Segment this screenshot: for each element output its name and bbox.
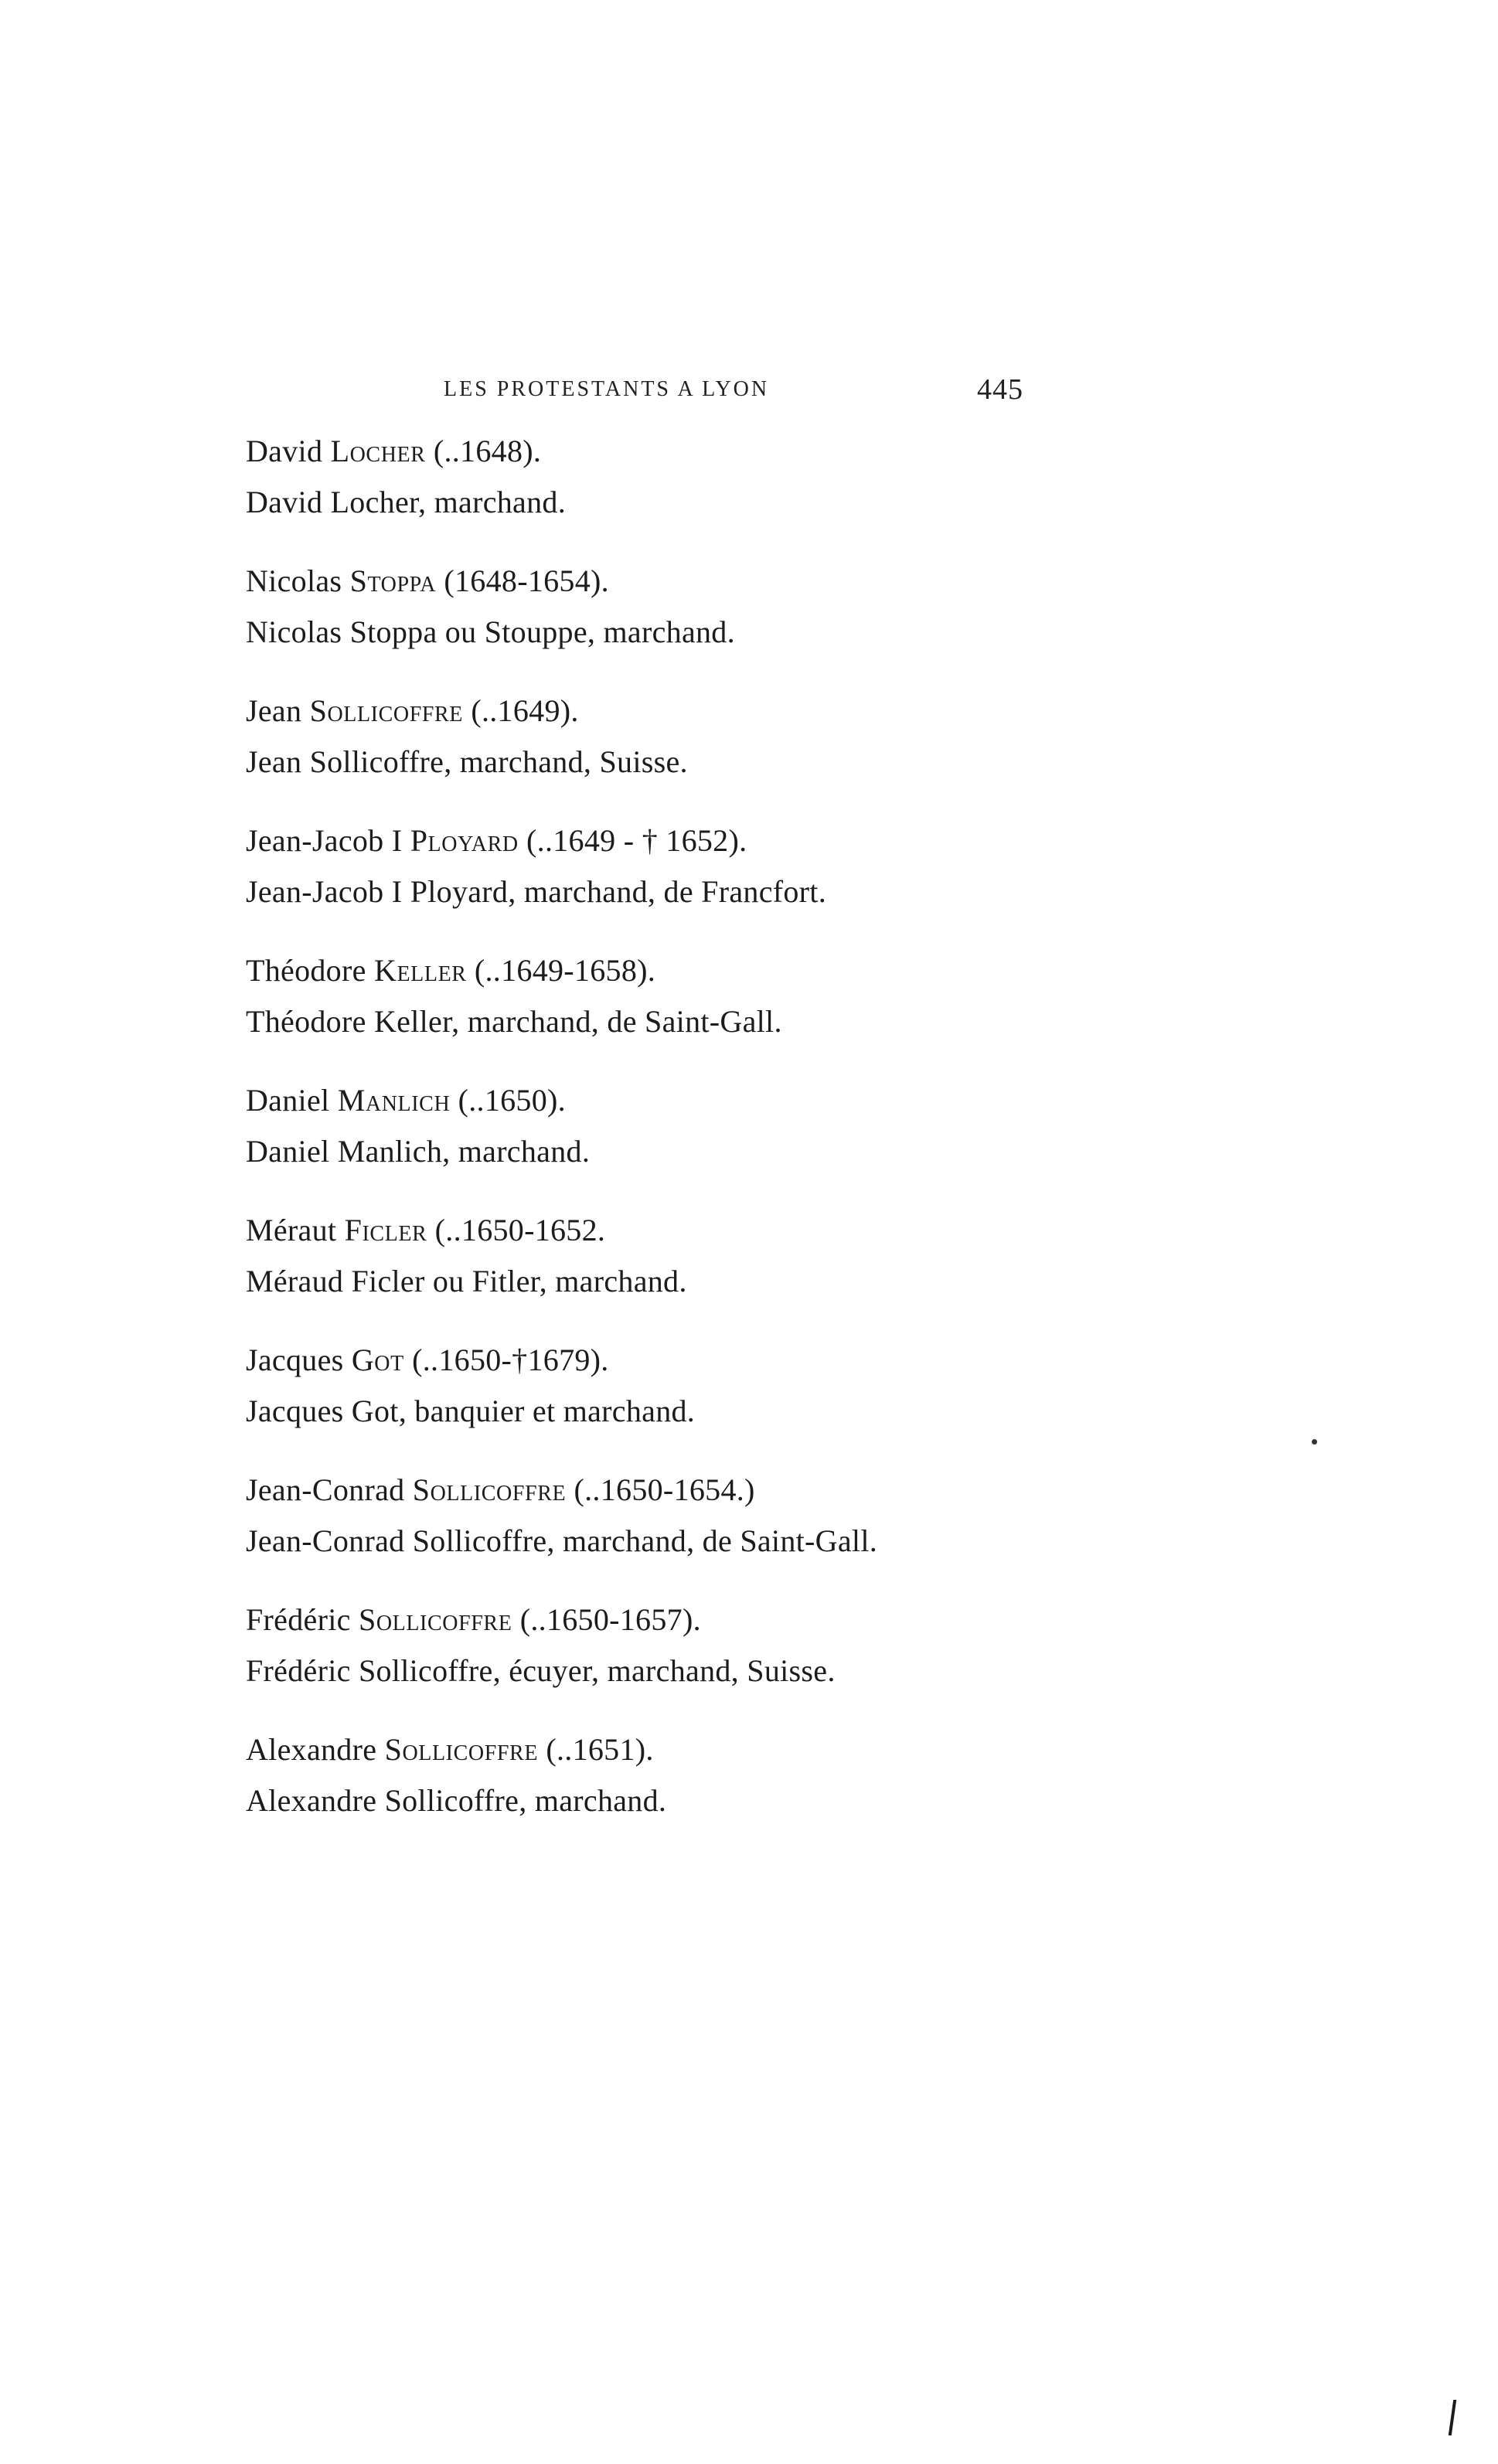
entry-heading [246,948,1328,994]
entry-description: Daniel Manlich, marchand. [246,1134,591,1169]
given-name: Théodore [246,953,366,988]
given-name: Jean-Jacob I [246,823,403,858]
entry-locher [246,428,1328,526]
entry-sollicoffre-frederic [246,1597,1328,1694]
page-number: 445 [977,373,1023,406]
running-head [0,373,1498,408]
dates: (..1649 - † 1652). [526,823,747,858]
entry-sollicoffre-jean-conrad [246,1467,1328,1564]
given-name: Frédéric [246,1602,351,1637]
surname: Ployard [410,823,519,858]
entry-heading [246,1077,1328,1124]
surname: Stoppa [349,563,437,598]
surname: Keller [373,953,467,988]
entry-description: Jacques Got, banquier et marchand. [246,1394,696,1428]
given-name: Méraut [246,1213,337,1247]
surname: Sollicoffre [412,1472,567,1507]
entry-description: Méraud Ficler ou Fitler, marchand. [246,1264,687,1298]
given-name: Alexandre [246,1732,377,1767]
dates: (..1650-1652. [434,1213,606,1247]
entry-heading [246,688,1328,734]
margin-mark [1449,2400,1456,2435]
given-name: Daniel [246,1083,330,1118]
entry-description: Alexandre Sollicoffre, marchand. [246,1783,667,1818]
dates: (..1649-1658). [474,953,656,988]
given-name: Jean-Conrad [246,1472,405,1507]
given-name: Jacques [246,1343,344,1377]
given-name: David [246,434,323,468]
surname: Sollicoffre [309,693,464,728]
surname: Sollicoffre [358,1602,512,1637]
surname: Locher [330,434,426,468]
dates: (..1650-†1679). [412,1343,609,1377]
entry-ployard [246,818,1328,915]
given-name: Jean [246,693,302,728]
entry-keller [246,948,1328,1045]
running-title: LES PROTESTANTS A LYON [444,377,770,401]
entry-manlich [246,1077,1328,1175]
dates: (..1649). [471,693,579,728]
entry-heading [246,1207,1328,1254]
ink-speck [1312,1439,1317,1445]
dates: (..1650). [458,1083,566,1118]
given-name: Nicolas [246,563,342,598]
entry-sollicoffre-alexandre [246,1727,1328,1824]
entry-heading [246,1597,1328,1643]
entry-description: Théodore Keller, marchand, de Saint-Gall. [246,1004,782,1039]
surname: Sollicoffre [384,1732,539,1767]
entry-heading [246,1727,1328,1773]
surname: Got [351,1343,404,1377]
entry-sollicoffre-jean [246,688,1328,785]
dates: (..1650-1657). [519,1602,701,1637]
entry-ficler [246,1207,1328,1305]
entry-heading [246,1337,1328,1383]
dates: (..1650-1654.) [574,1472,755,1507]
entry-got [246,1337,1328,1434]
entry-description: Nicolas Stoppa ou Stouppe, marchand. [246,614,735,649]
entry-list [246,428,1328,1857]
dates: (1648-1654). [444,563,609,598]
surname: Manlich [337,1083,451,1118]
entry-heading [246,1467,1328,1513]
dates: (..1648). [433,434,542,468]
entry-heading [246,818,1328,864]
entry-description: Jean Sollicoffre, marchand, Suisse. [246,744,688,779]
entry-stoppa [246,558,1328,655]
surname: Ficler [344,1213,427,1247]
dates: (..1651). [546,1732,654,1767]
entry-description: Jean-Jacob I Ployard, marchand, de Francfort. [246,874,826,909]
entry-description: Jean-Conrad Sollicoffre, marchand, de Saint-Gall. [246,1523,878,1558]
entry-heading [246,558,1328,604]
entry-description: Frédéric Sollicoffre, écuyer, marchand, Suisse. [246,1653,836,1688]
entry-heading [246,428,1328,475]
entry-description: David Locher, marchand. [246,485,567,519]
